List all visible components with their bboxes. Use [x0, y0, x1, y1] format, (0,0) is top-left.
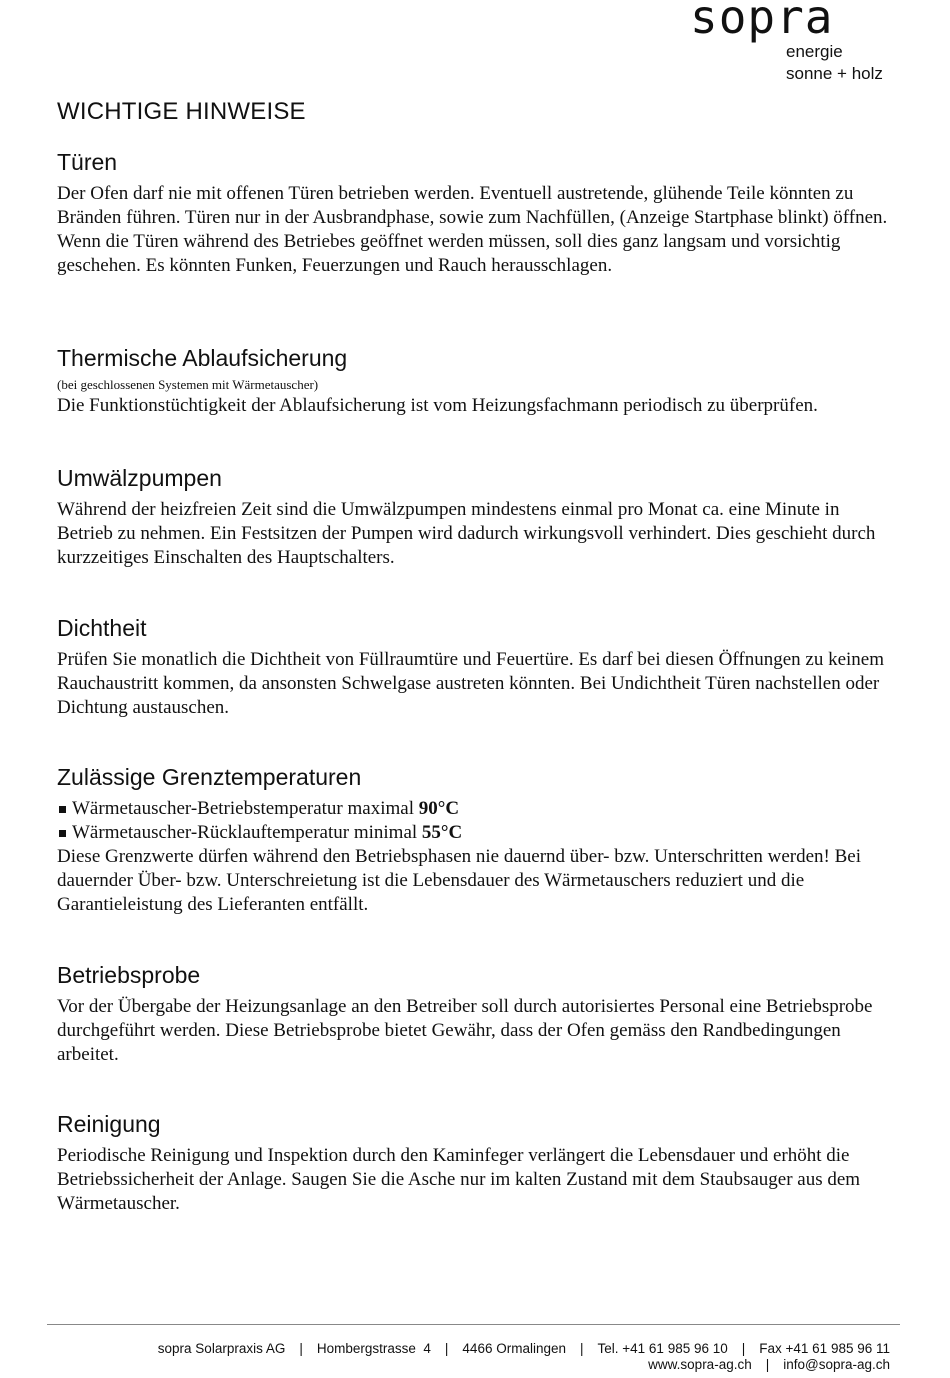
logo-tagline-energie: energie: [786, 42, 843, 61]
footer-separator: |: [299, 1341, 303, 1356]
footer-fax: Fax +41 61 985 96 11: [759, 1341, 890, 1356]
footer-contact-line: [648, 1357, 890, 1372]
section-heading: Thermische Ablaufsicherung: [57, 345, 348, 371]
footer-city: 4466 Ormalingen: [462, 1341, 566, 1356]
bullet-square-icon: [59, 830, 66, 837]
section-body: Vor der Übergabe der Heizungsanlage an den Betreiber soll durch autorisiertes Personal eine Betriebsprobe durchgeführt werden. Diese Betriebsprobe bietet Gewähr, dass der Ofen gemäss den Randbedingungen arbeitet.: [57, 996, 873, 1065]
list-item: [57, 821, 897, 845]
list-item-text: Wärmetauscher-Rücklauftemperatur minimal: [72, 822, 422, 843]
list-item-value: 90°C: [418, 798, 460, 819]
bullet-square-icon: [59, 806, 66, 813]
footer-separator: |: [580, 1341, 584, 1356]
section-body: Diese Grenzwerte dürfen während den Betriebsphasen nie dauernd über- bzw. Unterschritten werden! Bei dauernder Über- bzw. Unterschreietung ist die Lebensdauer des Wärmetauschers reduziert und die Garantieleistung des Lieferanten entfällt.: [57, 846, 861, 915]
section-heading: Dichtheit: [57, 615, 147, 641]
section-dichtheit: [57, 614, 897, 720]
section-grenztemperaturen: [57, 763, 897, 917]
page-title: WICHTIGE HINWEISE: [57, 98, 306, 125]
section-heading: Betriebsprobe: [57, 962, 201, 988]
section-body: Die Funktionstüchtigkeit der Ablaufsicherung ist vom Heizungsfachmann periodisch zu überprüfen.: [57, 395, 818, 416]
section-reinigung: [57, 1110, 897, 1216]
footer-website-link[interactable]: www.sopra-ag.ch: [648, 1357, 752, 1372]
section-ablaufsicherung: [57, 344, 897, 418]
footer-separator: |: [765, 1357, 770, 1372]
logo-wordmark: sopra: [690, 0, 834, 44]
footer-separator: |: [444, 1341, 449, 1356]
footer-street: Hombergstrasse 4: [316, 1341, 431, 1356]
section-note: (bei geschlossenen Systemen mit Wärmetauscher): [57, 377, 319, 392]
list-item-value: 55°C: [421, 822, 463, 843]
footer-phone: Tel. +41 61 985 96 10: [597, 1341, 728, 1356]
logo-tagline-sonne-holz: sonne + holz: [786, 64, 883, 83]
sopra-logo: [690, 0, 890, 90]
section-body: Der Ofen darf nie mit offenen Türen betrieben werden. Eventuell austretende, glühende Teile könnten zu Bränden führen. Türen nur in der Ausbrandphase, sowie zum Nachfüllen, (Anzeige Startphase blinkt) öffnen. Wenn die Türen während des Betriebes geöffnet werden müssen, soll dies ganz langsam und vorsichtig geschehen. Es könnten Funken, Feuerzungen und Rauch herausschlagen.: [57, 183, 888, 276]
footer-address-line: [158, 1341, 890, 1356]
section-body: Während der heizfreien Zeit sind die Umwälzpumpen mindestens einmal pro Monat ca. eine Minute in Betrieb zu nehmen. Ein Festsitzen der Pumpen wird dadurch wirkungsvoll verhindert. Dies geschieht durch kurzzeitiges Einschalten des Hauptschalters.: [57, 499, 876, 568]
section-tueren: [57, 148, 897, 278]
section-heading: Türen: [57, 149, 118, 175]
footer-divider: [47, 1324, 900, 1325]
list-item-text: Wärmetauscher-Betriebstemperatur maximal: [72, 798, 419, 819]
footer-email-link[interactable]: info@sopra-ag.ch: [783, 1357, 890, 1372]
section-heading: Zulässige Grenztemperaturen: [57, 764, 362, 790]
footer-company: sopra Solarpraxis AG: [157, 1341, 286, 1356]
footer-separator: |: [741, 1341, 746, 1356]
section-umwaelzpumpen: [57, 464, 897, 570]
section-body: Periodische Reinigung und Inspektion durch den Kaminfeger verlängert die Lebensdauer und erhöht die Betriebssicherheit der Anlage. Saugen Sie die Asche nur im kalten Zustand mit dem Staubsauger aus dem Wärmetauscher.: [57, 1145, 861, 1214]
section-betriebsprobe: [57, 961, 897, 1067]
section-heading: Umwälzpumpen: [57, 465, 222, 491]
temperature-list: [57, 797, 897, 845]
section-body: Prüfen Sie monatlich die Dichtheit von Füllraumtüre und Feuertüre. Es darf bei diesen Öffnungen zu keinem Rauchaustritt kommen, da ansonsten Schwelgase austreten könnten. Bei Undichtheit Türen nachstellen oder Dichtung austauschen.: [57, 649, 884, 718]
list-item: [57, 797, 897, 821]
section-heading: Reinigung: [57, 1111, 161, 1137]
